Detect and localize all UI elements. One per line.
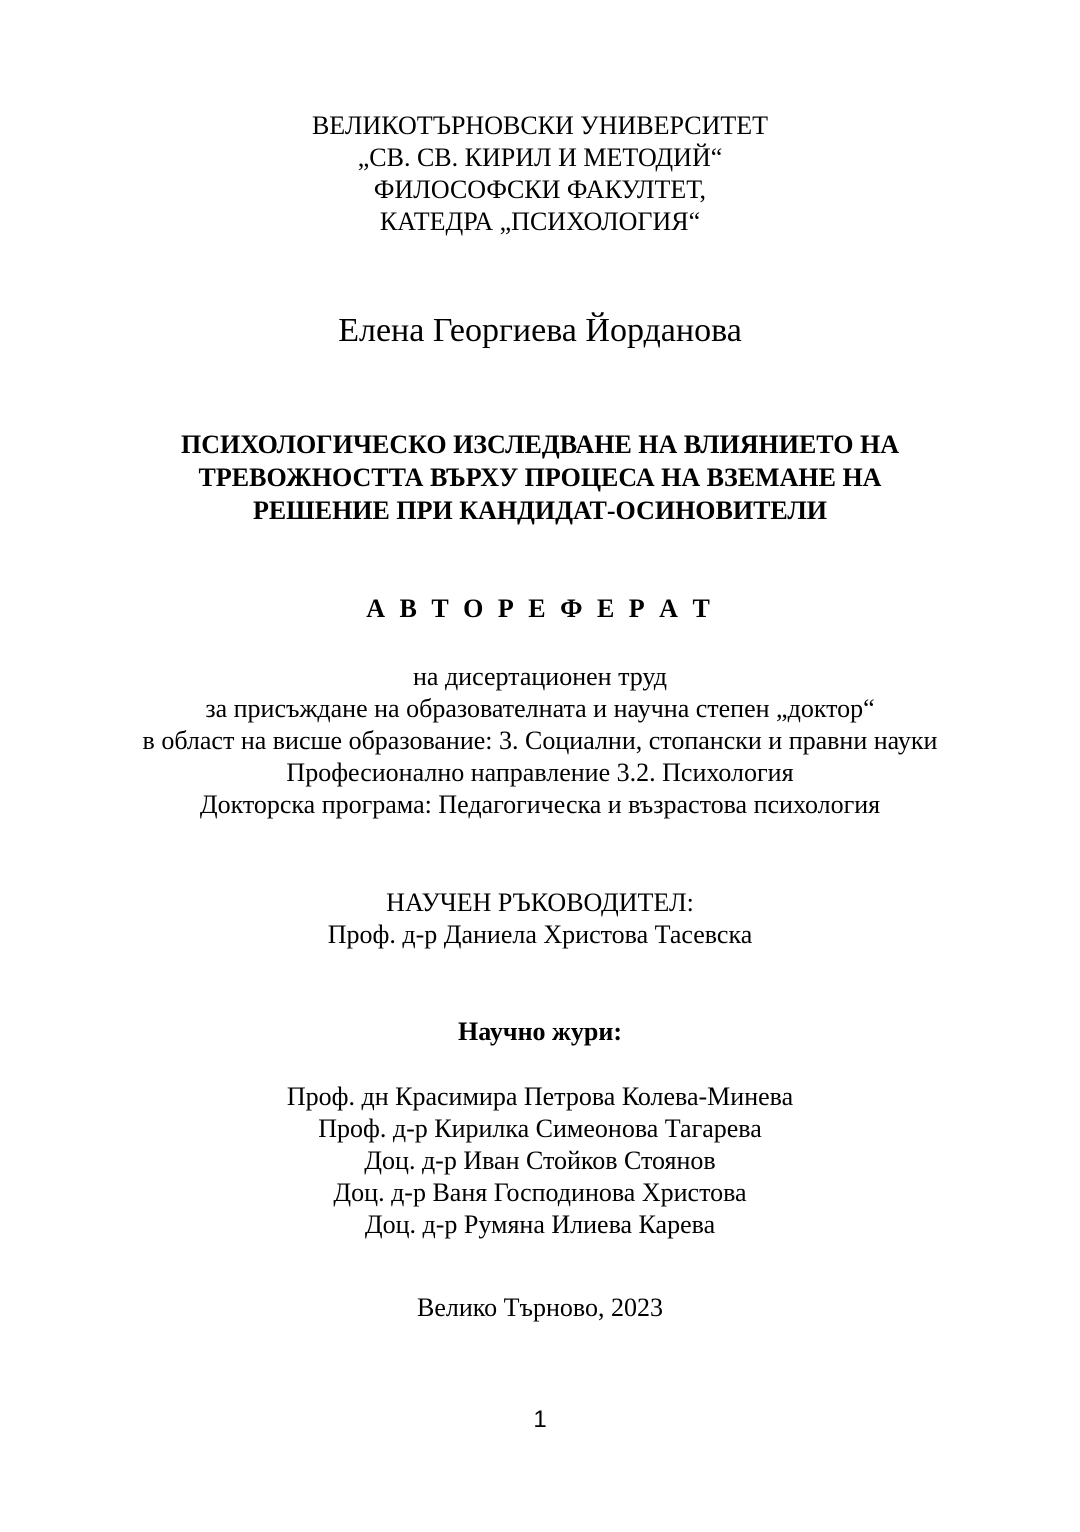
faculty-line: ФИЛОСОФСКИ ФАКУЛТЕТ, [373,175,707,204]
university-header [0,110,1080,238]
jury-member: Доц. д-р Румяна Илиева Карева [364,1210,716,1239]
supervisor-heading: НАУЧЕН РЪКОВОДИТЕЛ: [386,888,694,917]
description-line: на дисертационен труд [413,662,667,691]
place-and-year: Велико Търново, 2023 [417,1293,663,1322]
university-name-line: ВЕЛИКОТЪРНОВСКИ УНИВЕРСИТЕТ [311,111,769,140]
jury-members-list [0,1081,1080,1241]
description-line: Професионално направление 3.2. Психология [286,758,794,787]
supervisor-name: Проф. д-р Даниела Христова Тасевска [327,920,753,949]
dissertation-title [80,428,1000,527]
document-type-heading: А В Т О Р Е Ф Е Р А Т [366,594,714,623]
jury-member: Доц. д-р Иван Стойков Стоянов [364,1146,716,1175]
department-line: КАТЕДРА „ПСИХОЛОГИЯ“ [379,207,701,236]
title-line: РЕШЕНИЕ ПРИ КАНДИДАТ-ОСИНОВИТЕЛИ [252,496,828,525]
description-line: за присъждане на образователната и научна степен „доктор“ [205,694,875,723]
supervisor-section [0,887,1080,951]
jury-heading: Научно жури: [458,1017,622,1046]
jury-member: Проф. дн Красимира Петрова Колева-Минева [286,1082,794,1111]
jury-member: Доц. д-р Ваня Господинова Христова [333,1178,747,1207]
description-line: Докторска програма: Педагогическа и възрастова психология [199,790,881,819]
university-patron-line: „СВ. СВ. КИРИЛ И МЕТОДИЙ“ [357,143,723,172]
jury-member: Проф. д-р Кирилка Симеонова Тагарева [318,1114,762,1143]
title-line: ПСИХОЛОГИЧЕСКО ИЗСЛЕДВАНЕ НА ВЛИЯНИЕТО НА [180,430,900,459]
author-name: Елена Георгиева Йорданова [338,312,742,349]
description-line: в област на висше образование: 3. Социални, стопански и правни науки [142,726,938,755]
page-number: 1 [533,1406,547,1433]
title-line: ТРЕВОЖНОСТТА ВЪРХУ ПРОЦЕСА НА ВЗЕМАНЕ НА [198,463,882,492]
dissertation-description [0,661,1080,821]
